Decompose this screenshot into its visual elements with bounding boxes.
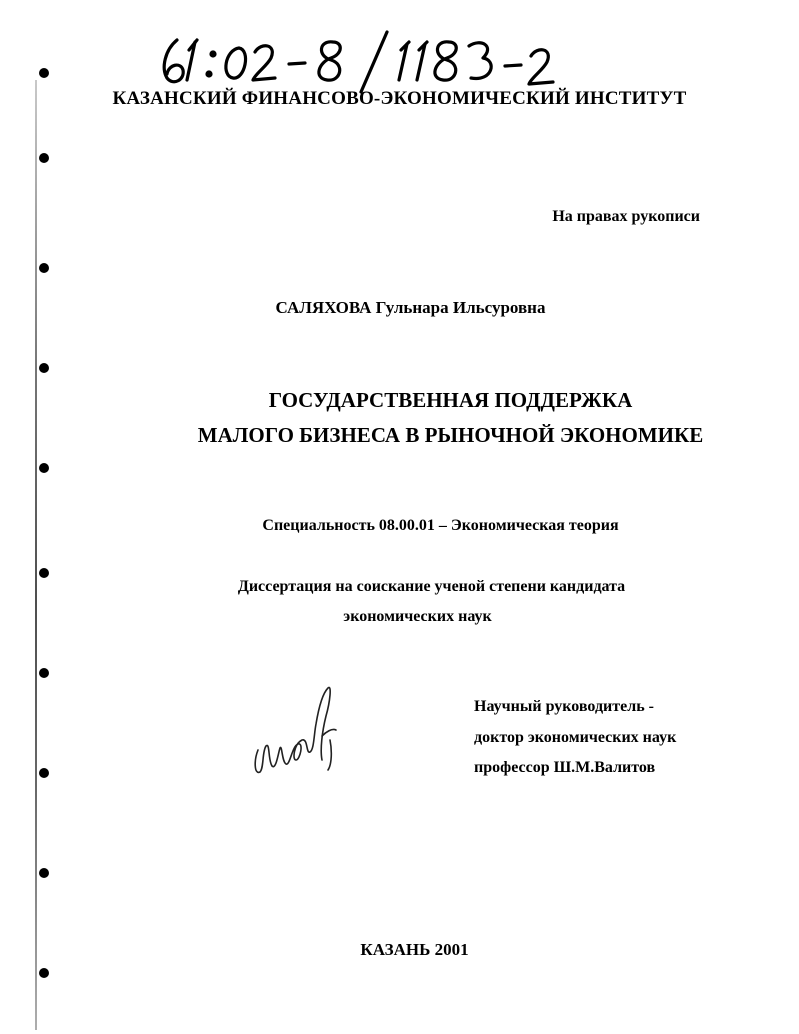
punch-hole (39, 68, 49, 78)
specialty: Специальность 08.00.01 – Экономическая теория (262, 517, 619, 534)
punch-hole (39, 153, 49, 163)
supervisor-role: Научный руководитель - (474, 698, 654, 715)
dissertation-title-line-1: ГОСУДАРСТВЕННАЯ ПОДДЕРЖКА (268, 388, 633, 412)
dissertation-degree-line-2: экономических наук (343, 608, 492, 625)
rights-note: На правах рукописи (552, 208, 700, 225)
punch-hole (39, 463, 49, 473)
punch-hole (39, 263, 49, 273)
punch-hole (39, 363, 49, 373)
city-year: КАЗАНЬ 2001 (360, 940, 469, 959)
punch-hole (39, 568, 49, 578)
punch-hole (39, 668, 49, 678)
dissertation-title-line-2: МАЛОГО БИЗНЕСА В РЫНОЧНОЙ ЭКОНОМИКЕ (197, 423, 704, 447)
institute-name: КАЗАНСКИЙ ФИНАНСОВО-ЭКОНОМИЧЕСКИЙ ИНСТИТУТ (112, 88, 687, 109)
punch-hole (39, 868, 49, 878)
signature (250, 680, 345, 785)
punch-hole (39, 768, 49, 778)
dissertation-degree-line-1: Диссертация на соискание ученой степени кандидата (237, 578, 626, 595)
punch-hole (39, 968, 49, 978)
supervisor-degree: доктор экономических наук (474, 729, 677, 746)
author-name: САЛЯХОВА Гульнара Ильсуровна (275, 298, 546, 317)
supervisor-name: профессор Ш.М.Валитов (474, 759, 656, 776)
binding-edge (35, 80, 37, 1030)
